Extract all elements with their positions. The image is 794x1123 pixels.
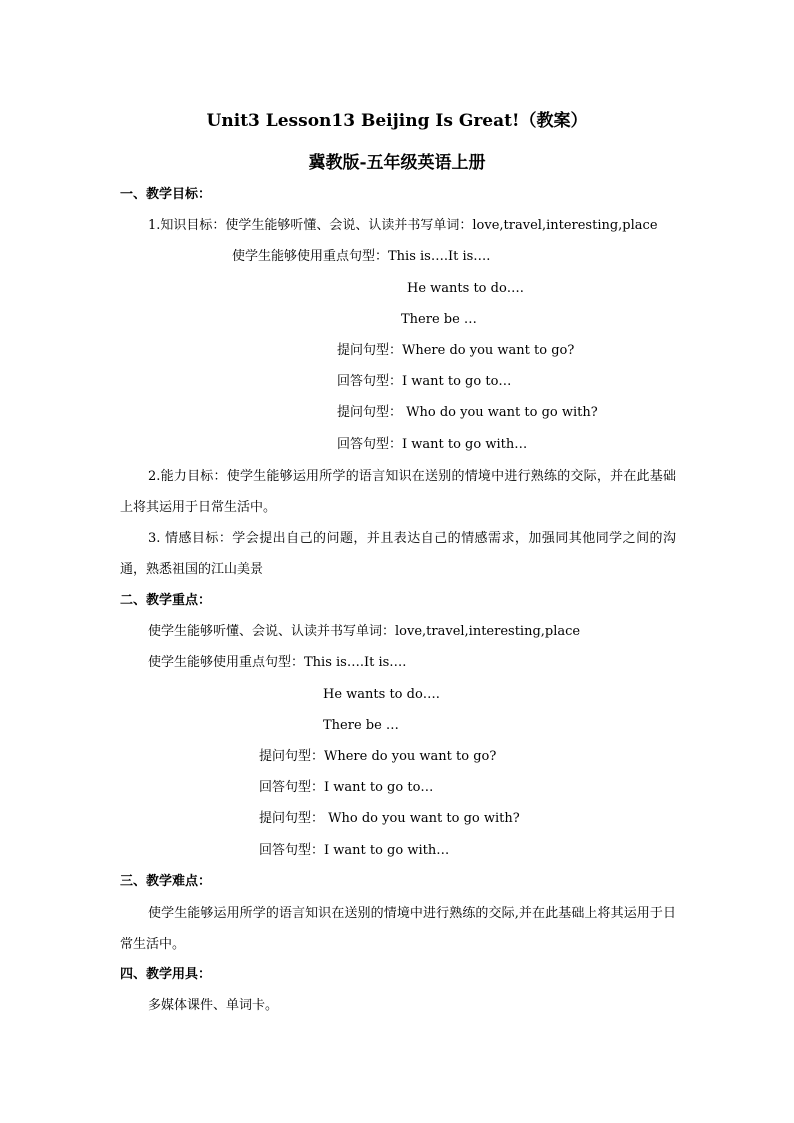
section-heading-materials: 四、教学用具： bbox=[120, 967, 212, 982]
key-answer-pattern-1: 回答句型：I want to go to… bbox=[259, 780, 434, 795]
sentence-intro: 使学生能够使用重点句型：This is….It is…. bbox=[232, 249, 491, 264]
pattern-wants: He wants to do…. bbox=[407, 281, 524, 296]
answer-pattern-2: 回答句型：I want to go with… bbox=[337, 437, 528, 452]
materials-text: 多媒体课件、单词卡。 bbox=[148, 998, 279, 1013]
key-words: 使学生能够听懂、会说、认读并书写单词：love,travel,interesting,place bbox=[148, 624, 581, 639]
key-question-pattern-1: 提问句型：Where do you want to go? bbox=[259, 749, 497, 764]
section-heading-objectives: 一、教学目标： bbox=[120, 187, 212, 202]
key-answer-pattern-2: 回答句型：I want to go with… bbox=[259, 843, 450, 858]
pattern-there-be: There be … bbox=[401, 312, 477, 327]
ability-goal: 2.能力目标：使学生能够运用所学的语言知识在送别的情境中进行熟练的交际，并在此基础上将其运用于日常生活中。 bbox=[120, 469, 676, 515]
section-heading-key-points: 二、教学重点： bbox=[120, 593, 212, 608]
emotion-goal: 3. 情感目标：学会提出自己的问题，并且表达自己的情感需求，加强同其他同学之间的沟通，熟悉祖国的江山美景 bbox=[120, 531, 676, 577]
question-pattern-2: 提问句型： Who do you want to go with? bbox=[337, 405, 598, 420]
key-question-pattern-2: 提问句型： Who do you want to go with? bbox=[259, 811, 520, 826]
document-title: Unit3 Lesson13 Beijing Is Great!（教案） bbox=[206, 111, 588, 131]
answer-pattern-1: 回答句型：I want to go to… bbox=[337, 374, 512, 389]
key-sentence-intro: 使学生能够使用重点句型：This is….It is…. bbox=[148, 655, 407, 670]
document-subtitle: 冀教版-五年级英语上册 bbox=[308, 153, 486, 173]
difficulties-text: 使学生能够运用所学的语言知识在送别的情境中进行熟练的交际,并在此基础上将其运用于日常生活中。 bbox=[120, 906, 676, 952]
question-pattern-1: 提问句型：Where do you want to go? bbox=[337, 343, 575, 358]
key-pattern-there-be: There be … bbox=[323, 718, 399, 733]
section-heading-difficulties: 三、教学难点： bbox=[120, 874, 212, 889]
knowledge-goal: 1.知识目标：使学生能够听懂、会说、认读并书写单词：love,travel,interesting,place bbox=[148, 218, 658, 233]
key-pattern-wants: He wants to do…. bbox=[323, 687, 440, 702]
